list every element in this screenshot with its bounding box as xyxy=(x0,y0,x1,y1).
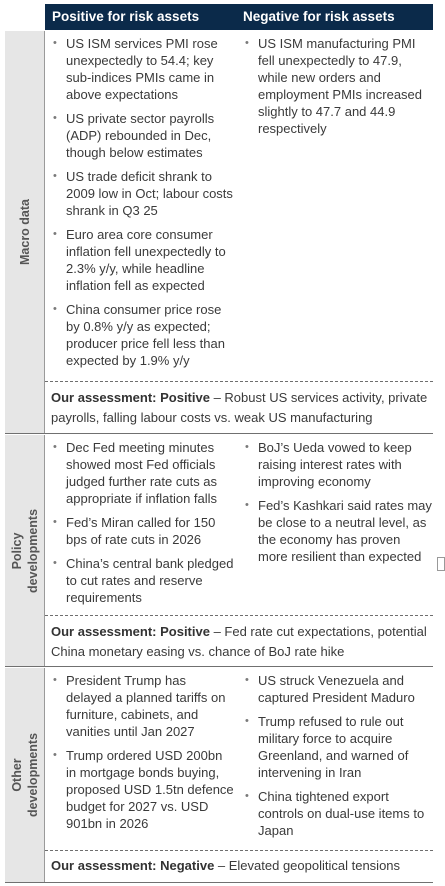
assessment-label: Our assessment: Positive xyxy=(51,624,210,639)
list-item: • US struck Venezuela and captured President Maduro xyxy=(245,673,415,705)
list-item: • US private sector payrolls (ADP) rebounded in Dec, though below estimates xyxy=(53,111,215,160)
bullet-icon: • xyxy=(245,674,249,686)
list-item: • China consumer price rose by 0.8% y/y as expected; producer price fell less than expected by 1.9% y/y xyxy=(53,302,225,368)
bullet-icon: • xyxy=(53,557,57,569)
positive-list xyxy=(45,35,235,376)
list-item: • BoJ’s Ueda vowed to keep raising interest rates with improving economy xyxy=(245,440,412,489)
bullet-icon: • xyxy=(53,674,57,686)
bullet-icon: • xyxy=(53,516,57,528)
section-label-cell xyxy=(5,668,45,882)
positive-list xyxy=(45,439,235,613)
list-item: • Fed’s Kashkari said rates may be close to a neutral level, as the economy has proven more resilient than expected xyxy=(245,498,432,564)
bullet-icon: • xyxy=(53,228,57,240)
assessment-text: – Robust US services activity, private payrolls, falling labour costs vs. weak US manufacturing xyxy=(51,390,428,425)
resize-handle[interactable] xyxy=(437,557,445,571)
bullet-icon: • xyxy=(53,303,57,315)
bullet-icon: • xyxy=(53,37,57,49)
negative-list xyxy=(237,439,433,572)
list-item: • US ISM manufacturing PMI fell unexpectedly to 47.9, while new orders and employment PMIs increased slightly to 47.7 and 44.9 respectively xyxy=(245,36,423,136)
assessment-other xyxy=(45,850,433,882)
section-label-cell xyxy=(5,31,45,433)
bullet-icon: • xyxy=(53,170,57,182)
section-divider xyxy=(5,882,433,883)
assessment-label: Our assessment: Negative xyxy=(51,858,215,873)
section-label-cell xyxy=(5,435,45,666)
list-item: • Trump ordered USD 200bn in mortgage bonds buying, proposed USD 1.5tn defence budget for 2027 vs. USD 901bn in 2026 xyxy=(53,748,234,831)
section-divider xyxy=(5,433,433,434)
list-item: • Fed’s Miran called for 150 bps of rate cuts in 2026 xyxy=(53,515,216,547)
bullet-icon: • xyxy=(53,749,57,761)
list-item: • President Trump has delayed a planned tariffs on furniture, cabinets, and vanities until Jan 2027 xyxy=(53,673,226,739)
section-macro-data xyxy=(5,31,433,433)
section-label: Policy developments xyxy=(10,508,40,593)
bullet-icon: • xyxy=(245,37,249,49)
assessment-label: Our assessment: Positive xyxy=(51,390,210,405)
header-negative: Negative for risk assets xyxy=(243,9,395,24)
section-policy-developments xyxy=(5,435,433,666)
positive-list xyxy=(45,672,235,839)
assessment-text: – Fed rate cut expectations, potential China monetary easing vs. chance of BoJ rate hike xyxy=(51,624,427,659)
list-item: • Euro area core consumer inflation fell unexpectedly to 2.3% y/y, while headline inflation fell as expected xyxy=(53,227,226,293)
assessment-text: – Elevated geopolitical tensions xyxy=(214,858,401,873)
section-other-developments xyxy=(5,668,433,882)
bullet-icon: • xyxy=(245,499,249,511)
section-label: Other developments xyxy=(10,732,40,818)
list-item: • Dec Fed meeting minutes showed most Fed officials judged further rate cuts as appropriate if inflation falls xyxy=(53,440,218,506)
bullet-icon: • xyxy=(245,790,249,802)
assessment-policy xyxy=(45,615,433,666)
section-divider xyxy=(5,666,433,667)
list-item: • US trade deficit shrank to 2009 low in Oct; labour costs shrank in Q3 25 xyxy=(53,169,233,218)
negative-list xyxy=(237,672,433,846)
list-item: • China tightened export controls on dual-use items to Japan xyxy=(245,789,425,838)
table-header xyxy=(45,4,433,30)
bullet-icon: • xyxy=(245,441,249,453)
bullet-icon: • xyxy=(53,441,57,453)
section-label: Macro data xyxy=(18,199,32,265)
list-item: • China’s central bank pledged to cut rates and reserve requirements xyxy=(53,556,234,605)
negative-list xyxy=(237,35,433,144)
header-positive: Positive for risk assets xyxy=(52,9,200,24)
bullet-icon: • xyxy=(245,715,249,727)
list-item: • Trump refused to rule out military force to acquire Greenland, and warned of intervening in Iran xyxy=(245,714,409,780)
list-item: • US ISM services PMI rose unexpectedly to 54.4; key sub-indices PMIs came in above expectations xyxy=(53,36,218,102)
assessment-macro xyxy=(45,381,433,433)
bullet-icon: • xyxy=(53,112,57,124)
